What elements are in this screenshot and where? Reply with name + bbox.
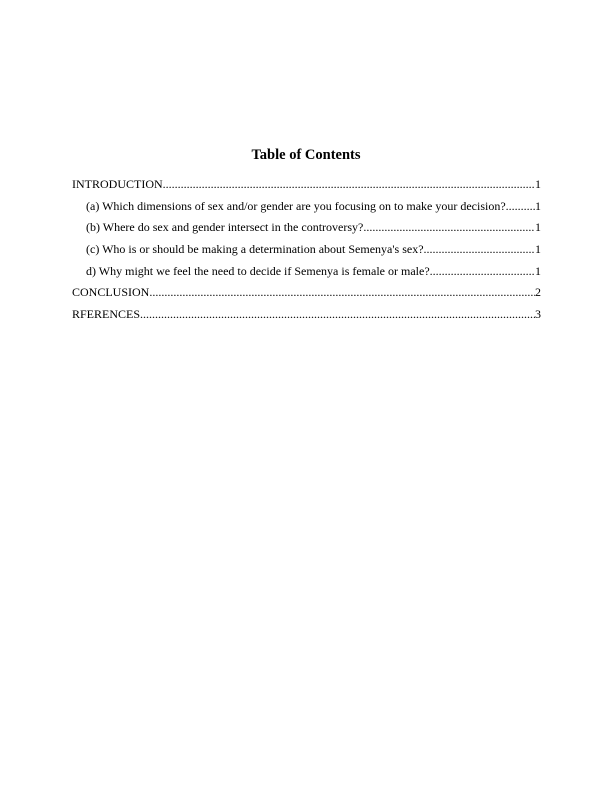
toc-entry-page-number: 1 <box>535 198 541 213</box>
toc-entry-text: (c) Who is or should be making a determination about Semenya's sex? <box>86 242 424 257</box>
toc-entry-question-c[interactable] <box>72 240 541 262</box>
toc-dot-leader <box>140 305 535 323</box>
toc-entry-text: d) Why might we feel the need to decide if Semenya is female or male? <box>86 263 430 278</box>
toc-dot-leader <box>163 175 535 193</box>
toc-entry-page-number: 3 <box>535 307 541 322</box>
toc-dot-leader <box>149 283 535 301</box>
toc-list <box>72 175 541 327</box>
toc-dot-leader <box>506 197 535 215</box>
toc-entry-text: RFERENCES <box>72 307 141 322</box>
toc-dot-leader <box>363 218 535 236</box>
toc-entry-text: (a) Which dimensions of sex and/or gender are you focusing on to make your decision? <box>86 198 506 213</box>
toc-entry-page-number: 2 <box>535 285 541 300</box>
toc-entry-question-a[interactable] <box>72 197 541 219</box>
toc-entry-question-b[interactable] <box>72 218 541 240</box>
toc-entry-page-number: 1 <box>535 220 541 235</box>
toc-entry-text: CONCLUSION <box>72 285 150 300</box>
toc-entry-question-d[interactable] <box>72 262 541 284</box>
toc-entry-page-number: 1 <box>535 177 541 191</box>
toc-entry-conclusion[interactable] <box>72 283 541 305</box>
toc-entry-text: (b) Where do sex and gender intersect in the controversy? <box>86 220 364 235</box>
toc-entry-page-number: 1 <box>535 263 541 278</box>
toc-entry-introduction[interactable] <box>72 175 541 197</box>
toc-entry-page-number: 1 <box>535 242 541 257</box>
toc-entry-text: INTRODUCTION <box>72 177 163 191</box>
toc-dot-leader <box>430 262 535 280</box>
toc-dot-leader <box>424 240 535 258</box>
toc-entry-references[interactable] <box>72 305 541 327</box>
toc-title: Table of Contents <box>251 147 361 163</box>
